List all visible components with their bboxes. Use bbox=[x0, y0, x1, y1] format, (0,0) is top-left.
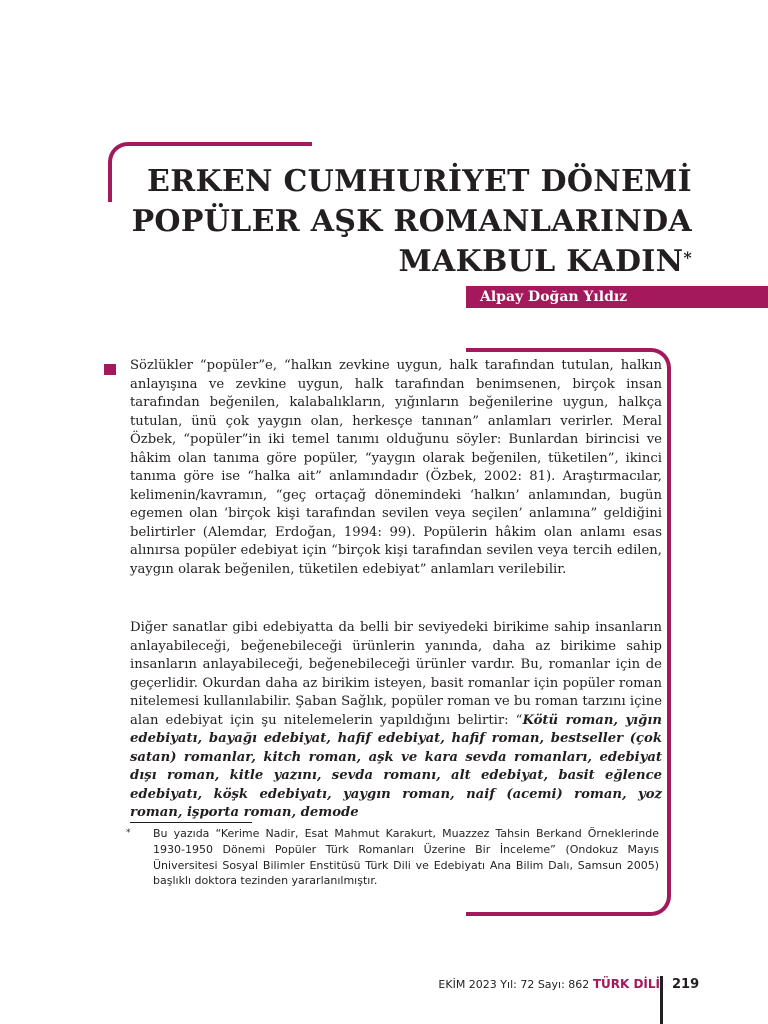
footnote-marker: * bbox=[126, 828, 131, 838]
footer-divider bbox=[660, 976, 663, 1024]
title-footnote-marker: * bbox=[683, 248, 692, 267]
title-line-3 bbox=[120, 242, 692, 282]
body-paragraph-2-text: Diğer sanatlar gibi edebiyatta da belli bir seviyedeki birikime sahip insanların anlayabileceği, beğenebileceği ürünlerin yanında, daha az birikime sahip insanların anlayabileceği, beğenebileceği ürünler vardır. Bu, romanlar için de geçerlidir. Okurdan daha az birikim isteyen, basit romanlar için popüler roman nitelemesi kullanılabilir. Şaban Sağlık, popüler roman ve bu roman tarzını içine alan edebiyat için şu nitelemelerin yapıldığını belirtir: “ bbox=[130, 620, 662, 728]
article-title bbox=[120, 162, 692, 282]
body-paragraph-2 bbox=[130, 619, 662, 823]
footnote-divider bbox=[130, 822, 252, 823]
title-line-2: POPÜLER AŞK ROMANLARINDA bbox=[131, 204, 692, 239]
page-number: 219 bbox=[672, 977, 700, 992]
title-line-1: ERKEN CUMHURİYET DÖNEMİ bbox=[147, 164, 692, 199]
issue-info: EKİM 2023 Yıl: 72 Sayı: 862 bbox=[438, 978, 590, 991]
journal-name: TÜRK DİLİ bbox=[592, 977, 660, 991]
body-paragraph-2-quote: Kötü roman, yığın edebiyatı, bayağı edebiyat, hafif edebiyat, hafif roman, bestseller (çok satan) romanlar, kitch roman, aşk ve kara sevda romanları, edebiyat dışı roman, kitle yazını, sevda romanı, alt edebiyat, basit eğlence edebiyatı, köşk edebiyatı, yaygın roman, naif (acemi) roman, yoz roman, işporta roman, demode bbox=[130, 712, 662, 820]
paragraph-bullet-square bbox=[104, 364, 116, 375]
footnote-text: Bu yazıda “Kerime Nadir, Esat Mahmut Karakurt, Muazzez Tahsin Berkand Örneklerinde 1930-1950 Dönemi Popüler Türk Romanları Üzerine Bir İnceleme” (Ondokuz Mayıs Üniversitesi Sosyal Bilimler Enstitüsü Türk Dili ve Edebiyatı Ana Bilim Dalı, Samsun 2005) başlıklı doktora tezinden yararlanılmıştır. bbox=[153, 827, 659, 888]
page-footer bbox=[360, 977, 660, 991]
author-name: Alpay Doğan Yıldız bbox=[466, 286, 768, 308]
body-paragraph-1: Sözlükler “popüler”e, “halkın zevkine uygun, halk tarafından tutulan, halkın anlayışına ve zevkine uygun, halk tarafından benimsenen, birçok insan tarafından beğenilen, kalabalıkların, yığınların beğenilerine uygun, halkça tutulan, ünü çok yaygın olan, herkesçe tanınan” anlamları verirler. Meral Özbek, “popüler”in iki temel tanımı olduğunu söyler: Bunlardan birincisi ve hâkim olan tanıma göre popüler, “yaygın olarak beğenilen, tüketilen”, ikinci tanıma göre ise “halka ait” anlamındadır (Özbek, 2002: 81). Araştırmacılar, kelimenin/kavramın, “geç ortaçağ dönemindeki ‘halkın’ anlamından, bugün egemen olan ‘birçok kişi tarafından sevilen veya seçilen’ anlamına” geldiğini belirtirler (Alemdar, Erdoğan, 1994: 99). Popülerin hâkim olan anlamı esas alınırsa popüler edebiyat için “birçok kişi tarafından sevilen veya tercih edilen, yaygın olarak beğenilen, tüketilen edebiyat” anlamları verilebilir. bbox=[130, 358, 662, 577]
title-line-3-text: MAKBUL KADIN bbox=[398, 244, 684, 279]
